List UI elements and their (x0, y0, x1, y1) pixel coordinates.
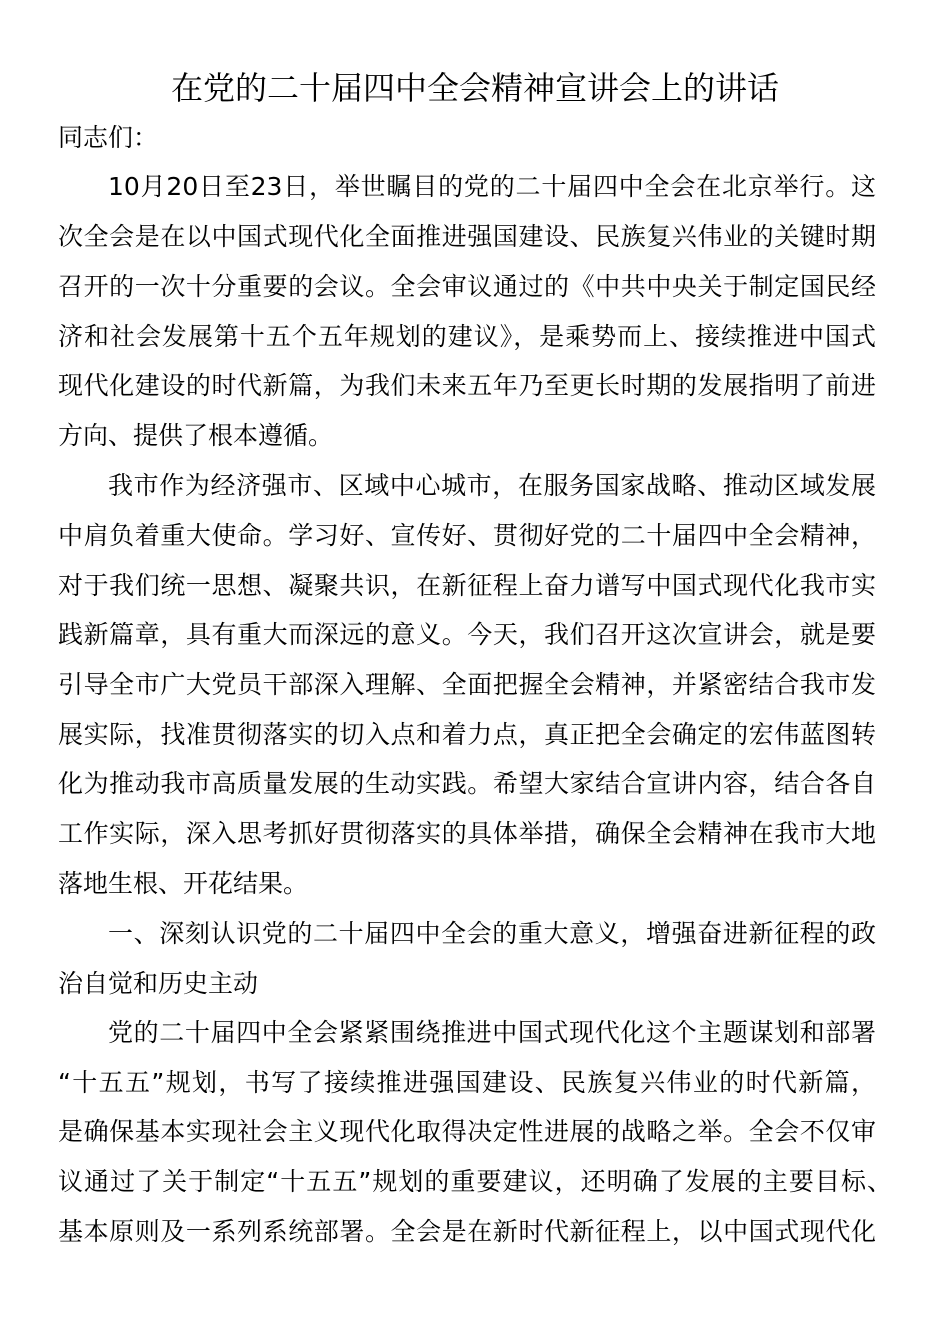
salutation: 同志们： (58, 123, 159, 152)
text-line: 我市作为经济强市、区域中心城市，在服务国家战略、推动区域发展 (108, 471, 876, 500)
text-line: “十五五”规划，书写了接续推进强国建设、民族复兴伟业的时代新篇， (58, 1068, 876, 1097)
text-line: 召开的一次十分重要的会议。全会审议通过的《中共中央关于制定国民经 (58, 272, 876, 301)
text-line: 展实际，找准贯彻落实的切入点和着力点，真正把全会确定的宏伟蓝图转 (58, 720, 876, 749)
text-line: 是确保基本实现社会主义现代化取得决定性进展的战略之举。全会不仅审 (58, 1117, 876, 1146)
text-line: 对于我们统一思想、凝聚共识，在新征程上奋力谱写中国式现代化我市实 (58, 571, 876, 600)
document-title: 在党的二十届四中全会精神宣讲会上的讲话 (170, 69, 779, 107)
text-line: 化为推动我市高质量发展的生动实践。希望大家结合宣讲内容，结合各自 (58, 769, 876, 798)
text-line: 方向、提供了根本遵循。 (58, 421, 334, 450)
text-line: 工作实际，深入思考抓好贯彻落实的具体举措，确保全会精神在我市大地 (58, 819, 876, 848)
text-line: 基本原则及一系列系统部署。全会是在新时代新征程上，以中国式现代化 (58, 1217, 876, 1246)
text-line: 10月20日至23日，举世瞩目的党的二十届四中全会在北京举行。这 (108, 172, 876, 201)
text-line: 践新篇章，具有重大而深远的意义。今天，我们召开这次宣讲会，就是要 (58, 620, 876, 649)
text-line: 现代化建设的时代新篇，为我们未来五年乃至更长时期的发展指明了前进 (58, 371, 876, 400)
heading-line: 一、深刻认识党的二十届四中全会的重大意义，增强奋进新征程的政 (108, 919, 876, 948)
text-line: 落地生根、开花结果。 (58, 869, 309, 898)
text-line: 次全会是在以中国式现代化全面推进强国建设、民族复兴伟业的关键时期 (58, 222, 876, 251)
text-line: 中肩负着重大使命。学习好、宣传好、贯彻好党的二十届四中全会精神， (58, 521, 876, 550)
text-line: 议通过了关于制定“十五五”规划的重要建议，还明确了发展的主要目标、 (58, 1167, 892, 1196)
heading-line: 治自觉和历史主动 (58, 969, 259, 998)
text-line: 党的二十届四中全会紧紧围绕推进中国式现代化这个主题谋划和部署 (108, 1018, 876, 1047)
text-line: 济和社会发展第十五个五年规划的建议》，是乘势而上、接续推进中国式 (58, 322, 876, 351)
text-line: 引导全市广大党员干部深入理解、全面把握全会精神，并紧密结合我市发 (58, 670, 876, 699)
